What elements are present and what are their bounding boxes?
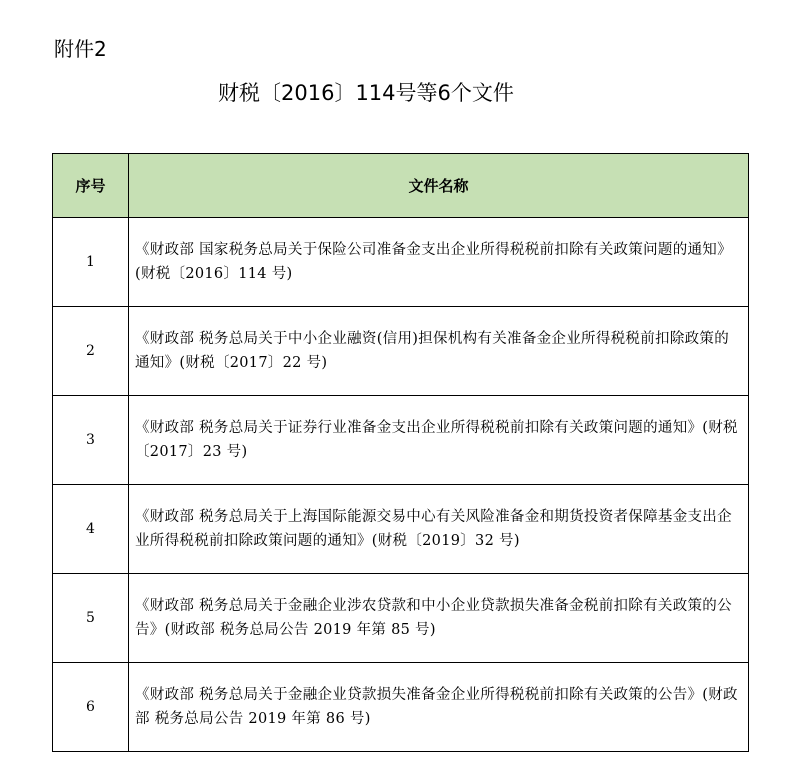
table-row [53,663,749,752]
row-document-name: 《财政部 税务总局关于金融企业涉农贷款和中小企业贷款损失准备金税前扣除有关政策的公告》(财政部 税务总局公告 2019 年第 85 号) [129,574,749,663]
row-number: 6 [53,663,129,752]
row-document-name: 《财政部 税务总局关于中小企业融资(信用)担保机构有关准备金企业所得税税前扣除政策的通知》(财税〔2017〕22 号) [129,307,749,396]
row-number: 3 [53,396,129,485]
header-number: 序号 [53,154,129,218]
table-row [53,307,749,396]
row-document-name: 《财政部 国家税务总局关于保险公司准备金支出企业所得税税前扣除有关政策问题的通知》(财税〔2016〕114 号) [129,218,749,307]
table-row [53,218,749,307]
row-number: 5 [53,574,129,663]
header-document-name: 文件名称 [129,154,749,218]
row-number: 4 [53,485,129,574]
table-row [53,574,749,663]
document-title: 财税〔2016〕114号等6个文件 [218,81,514,105]
table-row [53,396,749,485]
table-row [53,485,749,574]
document-list-table [52,153,749,752]
attachment-label: 附件2 [54,37,107,61]
table-header-row [53,154,749,218]
row-document-name: 《财政部 税务总局关于上海国际能源交易中心有关风险准备金和期货投资者保障基金支出企业所得税税前扣除政策问题的通知》(财税〔2019〕32 号) [129,485,749,574]
row-number: 2 [53,307,129,396]
row-document-name: 《财政部 税务总局关于金融企业贷款损失准备金企业所得税税前扣除有关政策的公告》(财政部 税务总局公告 2019 年第 86 号) [129,663,749,752]
row-number: 1 [53,218,129,307]
row-document-name: 《财政部 税务总局关于证券行业准备金支出企业所得税税前扣除有关政策问题的通知》(财税〔2017〕23 号) [129,396,749,485]
